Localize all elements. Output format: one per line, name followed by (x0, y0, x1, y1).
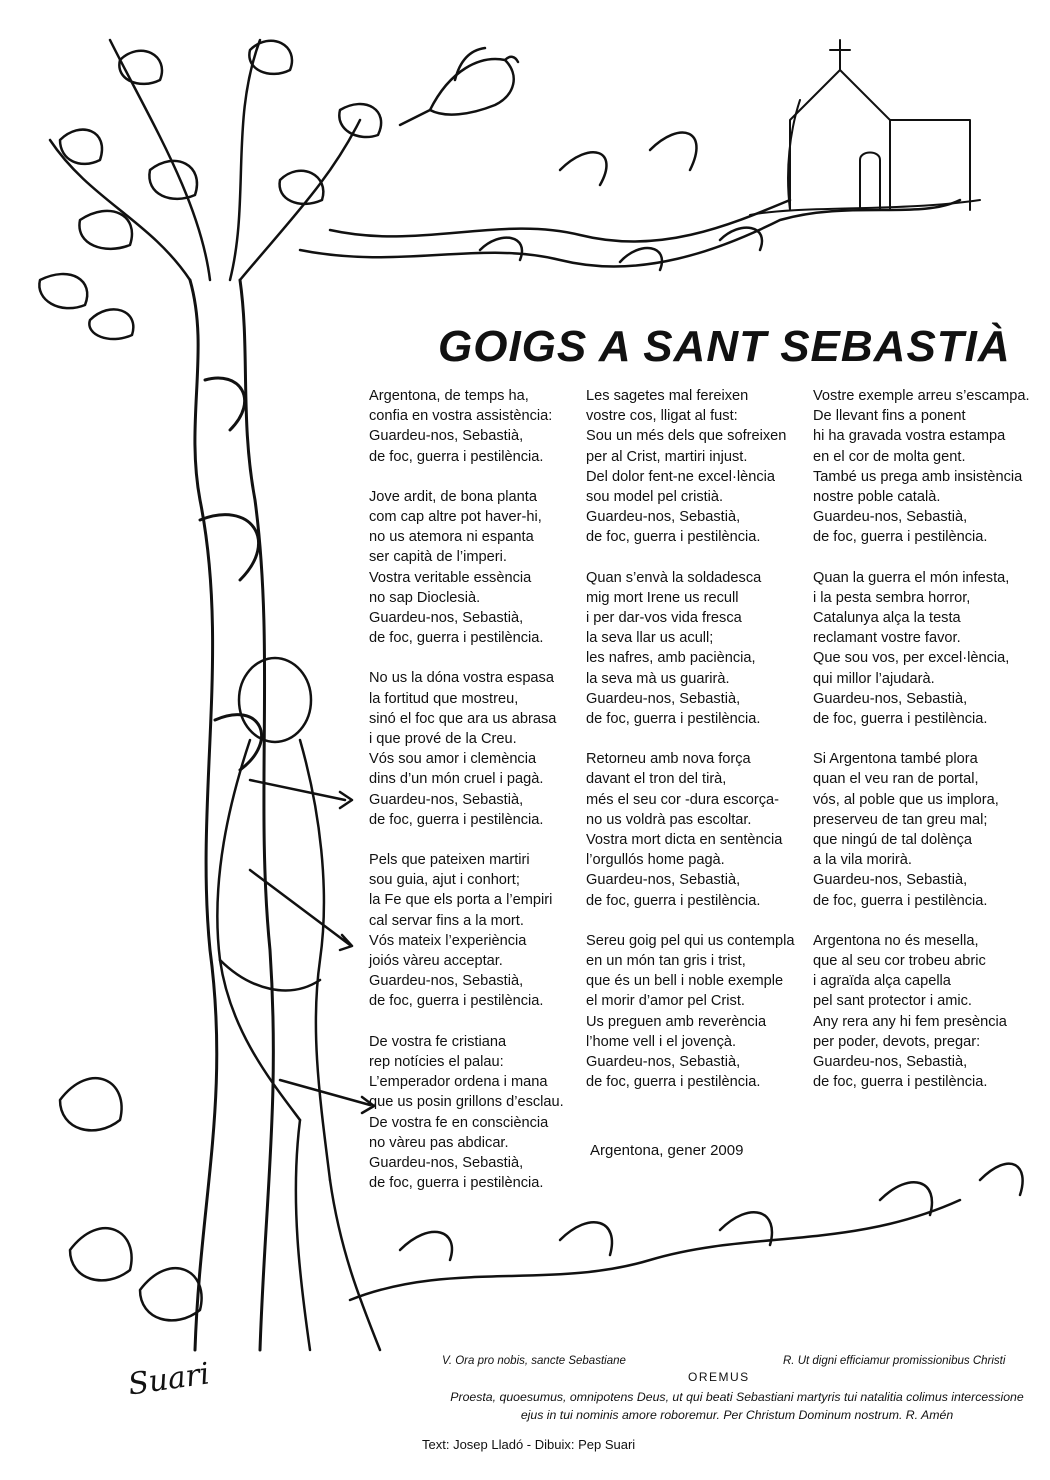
verse-line: Guardeu-nos, Sebastià, (369, 428, 524, 445)
verse-line: Sereu goig pel qui us contempla (586, 932, 795, 949)
verse-line: Si Argentona també plora (813, 751, 978, 768)
credits: Text: Josep Lladó - Dibuix: Pep Suari (422, 1437, 636, 1452)
verse-line: Del dolor fent-ne excel·lència (586, 468, 776, 485)
verse-line: la Fe que els porta a l’empiri (369, 892, 553, 909)
tree-foliage (39, 40, 381, 339)
verse-line: preserveu de tan greu mal; (813, 811, 988, 828)
verse-line: no sap Dioclesià. (369, 589, 481, 606)
verse-line: la fortitud que mostreu, (369, 690, 519, 707)
verse-line: i que prové de la Creu. (369, 731, 517, 748)
verse-line: mig mort Irene us recull (586, 589, 739, 606)
stanza (369, 668, 584, 830)
verse-line: de foc, guerra i pestilència. (813, 1074, 988, 1091)
verse-line: Pels que pateixen martiri (369, 852, 530, 869)
stanza (813, 386, 1045, 548)
verse-line: Guardeu-nos, Sebastià, (813, 509, 968, 526)
verse-line: Guardeu-nos, Sebastià, (369, 610, 524, 627)
verse-line: reclamant vostre favor. (813, 630, 961, 647)
stanza (586, 931, 801, 1093)
page-title: GOIGS A SANT SEBASTIÀ (438, 322, 1011, 371)
prayer-line: Proesta, quoesumus, omnipotens Deus, ut qui beati Sebastiani martyris tui natalitia colimus intercessione (450, 1390, 1024, 1404)
verse-line: de foc, guerra i pestilència. (586, 892, 761, 909)
stanza (586, 749, 801, 911)
verse-line: Quan la guerra el món infesta, (813, 569, 1010, 586)
verse-line: de foc, guerra i pestilència. (369, 630, 544, 647)
verse-line: joiós vàreu acceptar. (369, 953, 503, 970)
verse-line: i la pesta sembra horror, (813, 589, 971, 606)
verse-line: De vostra fe en consciència (369, 1114, 549, 1131)
verse-line: Guardeu-nos, Sebastià, (813, 690, 968, 707)
verse-line: Guardeu-nos, Sebastià, (369, 973, 524, 990)
verse-line: Guardeu-nos, Sebastià, (813, 1054, 968, 1071)
verse-column-3 (813, 386, 1045, 1113)
verse-line: Guardeu-nos, Sebastià, (586, 872, 741, 889)
verse-line: de foc, guerra i pestilència. (813, 529, 988, 546)
verse-line: De llevant fins a ponent (813, 408, 966, 425)
artist-signature: Suari (125, 1356, 212, 1403)
stanza (369, 487, 584, 649)
verse-line: l’home vell i el jovençà. (586, 1033, 737, 1050)
verse-line: davant el tron del tirà, (586, 771, 727, 788)
verse-line: Vostra mort dicta en sentència (586, 832, 783, 849)
verse-line: Retorneu amb nova força (586, 751, 751, 768)
verse-line: Quan s’envà la soldadesca (586, 569, 762, 586)
verse-line: més el seu cor -dura escorça- (586, 791, 780, 808)
verse-line: no vàreu pas abdicar. (369, 1134, 509, 1151)
stanza (369, 850, 584, 1012)
stanza (586, 568, 801, 730)
versicle-text: V. Ora pro nobis, sancte Sebastiane (442, 1355, 626, 1367)
verse-line: vostre cos, lligat al fust: (586, 408, 738, 425)
verse-line: de foc, guerra i pestilència. (813, 892, 988, 909)
verse-line: en el cor de molta gent. (813, 448, 966, 465)
verse-line: L’emperador ordena i mana (369, 1074, 548, 1091)
verse-line: i per dar-vos vida fresca (586, 610, 742, 627)
verse-line: hi ha gravada vostra estampa (813, 428, 1006, 445)
verse-line: que ningú de tal dolènça (813, 832, 973, 849)
verse-line: Les sagetes mal fereixen (586, 388, 749, 404)
verse-line: Guardeu-nos, Sebastià, (586, 690, 741, 707)
verse-line: la seva mà us guarirà. (586, 670, 730, 687)
verse-line: rep notícies el palau: (369, 1053, 504, 1070)
verse-line: vós, al poble que us implora, (813, 791, 999, 808)
verse-line: Vós sou amor i clemència (369, 751, 537, 768)
verse-line: També us prega amb insistència (813, 468, 1023, 485)
response-text: R. Ut digni efficiamur promissionibus Christi (783, 1355, 1006, 1367)
verse-line: Guardeu-nos, Sebastià, (586, 1054, 741, 1071)
verse-line: i agraïda alça capella (813, 973, 951, 990)
dateline: Argentona, gener 2009 (590, 1142, 744, 1159)
verse-line: com cap altre pot haver-hi, (369, 509, 542, 526)
verse-line: pel sant protector i amic. (813, 993, 972, 1010)
stanza (813, 568, 1045, 730)
verse-line: a la vila morirà. (813, 852, 912, 869)
verse-line: dins d’un món cruel i pagà. (369, 771, 544, 788)
verse-line: que al seu cor trobeu abric (813, 953, 986, 970)
verse-line: per al Crist, martiri injust. (586, 448, 748, 465)
verse-line: per poder, devots, pregar: (813, 1033, 981, 1050)
verse-line: Guardeu-nos, Sebastià, (369, 791, 524, 808)
verse-line: nostre poble català. (813, 489, 941, 506)
verse-line: Guardeu-nos, Sebastià, (586, 509, 741, 526)
verse-line: No us la dóna vostra espasa (369, 670, 554, 687)
stanza (813, 749, 1045, 911)
tree-trunk (190, 280, 273, 1350)
verse-line: que us posin grillons d’esclau. (369, 1094, 564, 1111)
verse-line: Any rera any hi fem presència (813, 1013, 1007, 1030)
stanza (813, 931, 1045, 1093)
oremus-heading: OREMUS (688, 1370, 750, 1384)
verse-line: confia en vostra assistència: (369, 408, 553, 425)
verse-line: cal servar fins a la mort. (369, 912, 524, 929)
verse-line: Us preguen amb reverència (586, 1013, 767, 1030)
stanza (369, 386, 584, 467)
verse-line: Argentona no és mesella, (813, 932, 979, 949)
verse-line: quan el veu ran de portal, (813, 771, 979, 788)
verse-column-2 (586, 386, 801, 1113)
closing-prayer (428, 1388, 1046, 1424)
dove-drawing (400, 48, 518, 125)
verse-line: el morir d’amor pel Crist. (586, 993, 745, 1010)
stanza (586, 386, 801, 548)
verse-line: Vós mateix l’experiència (369, 932, 527, 949)
verse-line: Que sou vos, per excel·lència, (813, 650, 1010, 667)
verse-line: de foc, guerra i pestilència. (369, 993, 544, 1010)
verse-line: Guardeu-nos, Sebastià, (369, 1154, 524, 1171)
verse-line: en un món tan gris i trist, (586, 953, 746, 970)
verse-line: Catalunya alça la testa (813, 610, 961, 627)
verse-line: ser capità de l’imperi. (369, 549, 507, 566)
verse-line: Sou un més dels que sofreixen (586, 428, 787, 445)
verse-line: Jove ardit, de bona planta (369, 488, 537, 505)
verse-line: de foc, guerra i pestilència. (369, 1175, 544, 1192)
verse-line: que és un bell i noble exemple (586, 973, 784, 990)
chapel-drawing (750, 40, 980, 215)
verse-line: l’orgullós home pagà. (586, 852, 725, 869)
verse-line: la seva llar us acull; (586, 630, 714, 647)
verse-line: no us atemora ni espanta (369, 529, 534, 546)
verse-line: sou model pel cristià. (586, 489, 724, 506)
verse-line: Argentona, de temps ha, (369, 388, 529, 404)
verse-line: De vostra fe cristiana (369, 1033, 507, 1050)
verse-line: de foc, guerra i pestilència. (586, 1074, 761, 1091)
saint-sebastian-drawing (217, 658, 380, 1350)
verse-line: les nafres, amb paciència, (586, 650, 756, 667)
stanza (369, 1032, 584, 1194)
verse-line: de foc, guerra i pestilència. (369, 811, 544, 828)
verse-line: qui millor l’ajudarà. (813, 670, 935, 687)
verse-line: de foc, guerra i pestilència. (813, 711, 988, 728)
verse-line: sinó el foc que ara us abrasa (369, 710, 557, 727)
verse-line: de foc, guerra i pestilència. (586, 711, 761, 728)
verse-line: Guardeu-nos, Sebastià, (813, 872, 968, 889)
prayer-line: ejus in tui nominis amore roboremur. Per Christum Dominum nostrum. R. Amén (520, 1408, 954, 1422)
verse-line: no us voldrà pas escoltar. (586, 811, 752, 828)
verse-line: de foc, guerra i pestilència. (369, 448, 544, 465)
verse-line: sou guia, ajut i conhort; (369, 872, 520, 889)
verse-line: Vostre exemple arreu s’escampa. (813, 388, 1030, 404)
verse-line: Vostra veritable essència (369, 569, 532, 586)
verse-line: de foc, guerra i pestilència. (586, 529, 761, 546)
verse-column-1 (369, 386, 584, 1213)
